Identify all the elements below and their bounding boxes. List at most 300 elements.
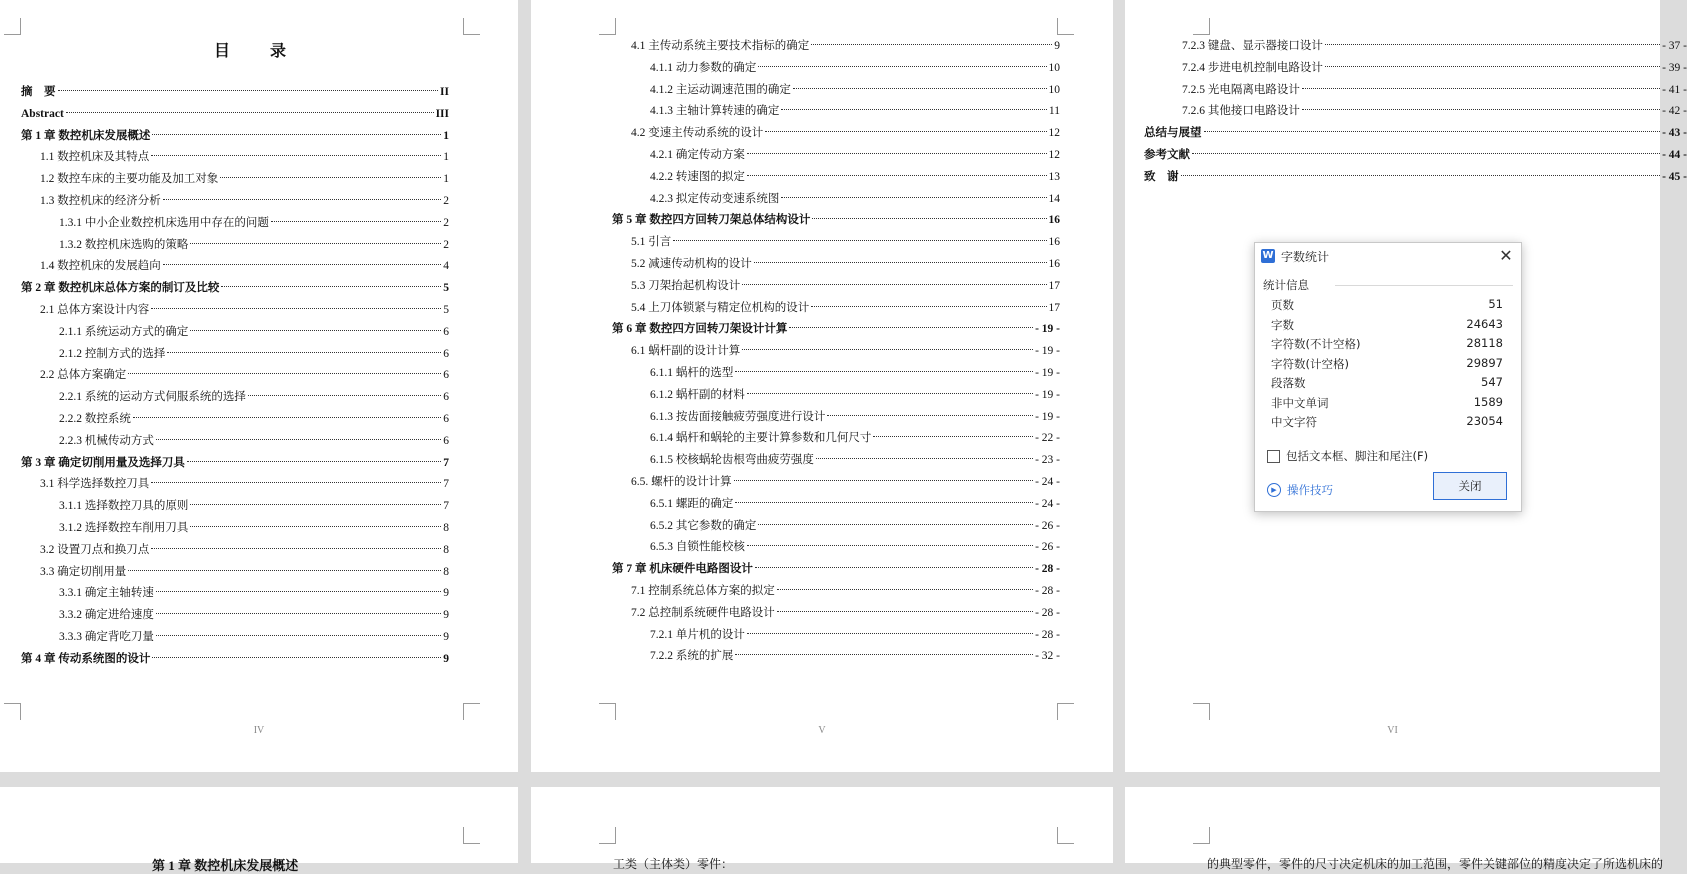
stat-value: 29897 <box>1466 355 1503 370</box>
checkbox-label: 包括文本框、脚注和尾注(F) <box>1286 449 1429 463</box>
toc-entry[interactable] <box>612 320 1060 338</box>
toc-entry-page: - 24 - <box>1035 476 1060 488</box>
toc-leader-dots <box>789 327 1033 328</box>
toc-entry[interactable] <box>1182 59 1687 77</box>
dialog-title: 字数统计 <box>1281 250 1330 264</box>
toc-entry-label: 6.1.1 蜗杆的选型 <box>650 367 734 379</box>
toc-leader-dots <box>747 393 1033 394</box>
crop-mark <box>463 703 480 720</box>
toc-entry[interactable] <box>1182 37 1687 55</box>
toc-entry[interactable] <box>40 301 449 319</box>
toc-entry-label: 2.1.2 控制方式的选择 <box>59 347 166 360</box>
toc-leader-dots <box>128 570 441 571</box>
toc-entry[interactable] <box>650 626 1060 644</box>
toc-entry-label: 7.2.6 其他接口电路设计 <box>1182 105 1300 118</box>
toc-leader-dots <box>755 567 1033 568</box>
toc-entry[interactable] <box>631 473 1060 491</box>
toc-entry-label: 6.5.3 自锁性能校核 <box>650 541 745 554</box>
stat-label: 页数 <box>1271 298 1294 312</box>
toc-entry-page: - 22 - <box>1035 432 1060 445</box>
toc-entry-label: 6.1.2 蜗杆副的材料 <box>650 388 745 401</box>
toc-entry-page: III <box>435 107 449 120</box>
crop-mark <box>4 703 21 720</box>
toc-entry-page: 10 <box>1048 83 1060 96</box>
toc-entry-page: 11 <box>1048 105 1060 118</box>
stat-row <box>1271 297 1503 317</box>
toc-entry-page: 9 <box>443 631 449 643</box>
toc-entry-page: 6 <box>443 391 449 404</box>
toc-entry-label: 5.2 减速传动机构的设计 <box>631 258 752 270</box>
toc-title: 目 录 <box>213 43 304 60</box>
toc-entry-label: 第 6 章 数控四方回转刀架设计计算 <box>612 323 788 336</box>
toc-entry-page: 5 <box>443 282 449 295</box>
stat-value: 28118 <box>1466 336 1503 350</box>
crop-mark <box>599 18 616 35</box>
toc-leader-dots <box>742 349 1033 350</box>
toc-entry-page: - 37 - <box>1662 40 1687 52</box>
toc-entry-label: 6.1.5 校核蜗轮齿根弯曲疲劳强度 <box>650 454 814 467</box>
toc-leader-dots <box>777 589 1033 590</box>
toc-entry-label: 4.1 主传动系统主要技术指标的确定 <box>631 40 810 52</box>
toc-entry[interactable] <box>21 279 449 297</box>
toc-entry-page: 8 <box>443 543 449 556</box>
stat-label: 段落数 <box>1271 376 1306 390</box>
stat-row <box>1271 356 1503 376</box>
toc-leader-dots <box>758 524 1033 525</box>
toc-leader-dots <box>156 591 441 592</box>
toc-leader-dots <box>190 243 441 244</box>
toc-entry-page: - 44 - <box>1662 149 1687 161</box>
toc-entry-label: 致 谢 <box>1144 170 1179 183</box>
toc-entry[interactable] <box>40 148 449 166</box>
group-divider <box>1335 285 1513 286</box>
toc-entry-page: 6 <box>443 413 449 425</box>
checkbox-box[interactable] <box>1267 450 1280 463</box>
toc-entry-label: 3.2 设置刀点和换刀点 <box>40 543 150 556</box>
toc-entry-page: 17 <box>1048 279 1060 292</box>
stat-label: 字符数(不计空格) <box>1271 337 1361 351</box>
toc-entry-label: 6.5. 螺杆的设计计算 <box>631 476 732 488</box>
toc-entry[interactable] <box>612 211 1060 229</box>
toc-entry-page: 8 <box>443 565 449 578</box>
toc-entry-page: - 39 - <box>1662 61 1687 74</box>
toc-entry-page: 9 <box>443 587 449 600</box>
document-page-iv <box>0 0 518 772</box>
toc-entry[interactable] <box>612 560 1060 578</box>
toc-entry[interactable] <box>650 102 1060 120</box>
toc-entry-label: 4.1.2 主运动调速范围的确定 <box>650 83 791 96</box>
toc-entry[interactable] <box>650 364 1060 382</box>
toc-entry[interactable] <box>631 342 1060 360</box>
toc-entry[interactable] <box>59 606 449 624</box>
toc-entry-label: 2.2.1 系统的运动方式伺服系统的选择 <box>59 391 246 404</box>
toc-entry-label: 参考文献 <box>1144 149 1190 161</box>
toc-leader-dots <box>1302 88 1660 89</box>
play-circle-icon: ▶ <box>1267 483 1281 497</box>
toc-entry-label: 2.2.2 数控系统 <box>59 413 131 425</box>
toc-entry-label: 1.2 数控车床的主要功能及加工对象 <box>40 173 219 186</box>
crop-mark <box>1193 18 1210 35</box>
toc-entry[interactable] <box>631 255 1060 273</box>
toc-entry-page: 7 <box>443 478 449 491</box>
toc-leader-dots <box>1204 131 1661 132</box>
toc-entry-label: 7.1 控制系统总体方案的拟定 <box>631 585 775 597</box>
toc-entry-page: - 19 - <box>1035 345 1060 358</box>
page-number: VI <box>1387 725 1398 736</box>
crop-mark <box>1193 827 1210 844</box>
page-text: 的典型零件，零件的尺寸决定机床的加工范围，零件关键部位的精度决定了所选机床的 <box>1207 857 1664 871</box>
toc-entry-label: 4.1.3 主轴计算转速的确定 <box>650 105 780 118</box>
toc-entry-label: 3.3 确定切削用量 <box>40 565 127 578</box>
toc-entry-label: 7.2 总控制系统硬件电路设计 <box>631 606 775 619</box>
stat-value: 51 <box>1488 297 1503 311</box>
stat-row <box>1271 375 1503 395</box>
crop-mark <box>1057 827 1074 844</box>
toc-leader-dots <box>793 88 1047 89</box>
toc-leader-dots <box>742 284 1046 285</box>
toc-entry[interactable] <box>631 604 1060 622</box>
toc-entry-page: 10 <box>1048 61 1060 74</box>
toc-entry-label: 4.2.2 转速图的拟定 <box>650 170 745 183</box>
stats-group-label: 统计信息 <box>1263 278 1309 292</box>
toc-leader-dots <box>812 218 1046 219</box>
page-text: 工类（主体类）零件： <box>613 857 734 871</box>
document-page-v <box>531 0 1113 772</box>
toc-entry-label: 摘 要 <box>21 86 56 98</box>
toc-entry[interactable] <box>40 475 449 493</box>
close-button[interactable]: 关闭 <box>1433 472 1507 500</box>
toc-leader-dots <box>811 44 1052 45</box>
toc-leader-dots <box>128 373 441 374</box>
toc-entry[interactable] <box>650 146 1060 164</box>
toc-leader-dots <box>163 264 442 265</box>
toc-leader-dots <box>151 308 441 309</box>
toc-entry-label: 4.2 变速主传动系统的设计 <box>631 127 764 140</box>
toc-entry-label: 3.3.1 确定主轴转速 <box>59 587 154 600</box>
toc-entry-page: 7 <box>443 456 449 469</box>
toc-entry[interactable] <box>59 345 449 363</box>
toc-entry-page: - 19 - <box>1035 410 1060 423</box>
toc-entry-page: 9 <box>443 652 449 665</box>
toc-entry[interactable] <box>650 408 1060 426</box>
toc-entry-page: 16 <box>1048 258 1060 270</box>
toc-leader-dots <box>747 633 1033 634</box>
toc-entry-label: 第 4 章 传动系统图的设计 <box>21 652 151 665</box>
toc-entry[interactable] <box>59 410 449 428</box>
toc-entry-page: 9 <box>1054 40 1060 52</box>
toc-entry[interactable] <box>631 124 1060 142</box>
toc-entry-page: - 32 - <box>1035 650 1060 663</box>
toc-leader-dots <box>754 262 1047 263</box>
toc-entry-label: 3.1 科学选择数控刀具 <box>40 478 150 491</box>
toc-leader-dots <box>765 131 1046 132</box>
toc-leader-dots <box>827 415 1033 416</box>
toc-entry-label: Abstract <box>21 107 64 120</box>
toc-leader-dots <box>163 199 442 200</box>
toc-entry-page: - 28 - <box>1035 628 1060 641</box>
toc-entry-label: 4.1.1 动力参数的确定 <box>650 61 757 74</box>
toc-entry-page: - 42 - <box>1662 105 1687 118</box>
toc-leader-dots <box>811 306 1046 307</box>
toc-leader-dots <box>735 502 1033 503</box>
toc-leader-dots <box>66 112 434 113</box>
toc-leader-dots <box>673 240 1046 241</box>
toc-entry-page: 6 <box>443 369 449 382</box>
crop-mark <box>1057 18 1074 35</box>
toc-leader-dots <box>1325 66 1660 67</box>
toc-leader-dots <box>133 417 441 418</box>
include-textbox-checkbox[interactable] <box>1267 448 1428 464</box>
page-number: IV <box>253 725 265 736</box>
stat-row <box>1271 414 1503 434</box>
toc-entry-page: 6 <box>443 434 449 447</box>
toc-entry[interactable] <box>650 517 1060 535</box>
toc-entry-label: 7.2.3 键盘、显示器接口设计 <box>1182 40 1323 52</box>
toc-entry-label: 第 3 章 确定切削用量及选择刀具 <box>21 456 185 469</box>
toc-entry-page: - 19 - <box>1035 323 1060 336</box>
toc-entry[interactable] <box>59 236 449 254</box>
stat-value: 547 <box>1481 375 1503 389</box>
toc-entry-page: 6 <box>443 325 449 338</box>
toc-entry-label: 第 7 章 机床硬件电路图设计 <box>612 563 753 576</box>
toc-leader-dots <box>58 90 439 91</box>
toc-leader-dots <box>167 352 441 353</box>
toc-entry[interactable] <box>40 366 449 384</box>
toc-entry[interactable] <box>1144 124 1687 142</box>
toc-leader-dots <box>151 482 441 483</box>
toc-entry[interactable] <box>21 105 449 123</box>
toc-entry-label: 第 2 章 数控机床总体方案的制订及比较 <box>21 282 220 295</box>
toc-entry[interactable] <box>650 168 1060 186</box>
crop-mark <box>599 703 616 720</box>
toc-leader-dots <box>873 436 1033 437</box>
toc-entry-label: 3.3.2 确定进给速度 <box>59 609 154 622</box>
toc-entry-label: 7.2.1 单片机的设计 <box>650 628 745 641</box>
toc-entry-page: 1 <box>443 173 449 186</box>
toc-entry-label: 1.3.2 数控机床选购的策略 <box>59 238 189 251</box>
stat-label: 字数 <box>1271 317 1294 332</box>
toc-entry-page: 12 <box>1048 149 1060 161</box>
toc-leader-dots <box>735 654 1033 655</box>
toc-entry-page: 7 <box>443 500 449 513</box>
toc-entry-label: 2.1.1 系统运动方式的确定 <box>59 325 189 338</box>
toc-entry[interactable] <box>21 454 449 472</box>
toc-entry[interactable] <box>631 299 1060 317</box>
toc-entry-page: 17 <box>1048 301 1060 314</box>
toc-entry-label: 第 5 章 数控四方回转刀架总体结构设计 <box>612 214 811 227</box>
toc-entry-page: - 19 - <box>1035 367 1060 379</box>
toc-entry[interactable] <box>650 386 1060 404</box>
stat-label: 字符数(计空格) <box>1271 356 1349 371</box>
toc-leader-dots <box>747 175 1047 176</box>
toc-entry[interactable] <box>59 432 449 450</box>
toc-leader-dots <box>248 395 441 396</box>
crop-mark <box>599 827 616 844</box>
toc-leader-dots <box>271 221 441 222</box>
stat-value: 1589 <box>1473 394 1503 409</box>
toc-entry-label: 4.2.1 确定传动方案 <box>650 149 745 161</box>
toc-entry-page: 2 <box>443 195 449 207</box>
toc-entry[interactable] <box>1182 102 1687 120</box>
toc-entry[interactable] <box>650 81 1060 99</box>
toc-entry-page: 1 <box>443 129 449 142</box>
toc-leader-dots <box>747 153 1047 154</box>
toc-entry-page: 5 <box>443 304 449 316</box>
dialog-titlebar[interactable] <box>1255 243 1521 269</box>
toc-entry-page: II <box>440 86 449 98</box>
toc-entry-label: 5.4 上刀体锁紧与精定位机构的设计 <box>631 301 810 314</box>
tips-label: 操作技巧 <box>1287 483 1333 497</box>
toc-leader-dots <box>152 657 441 658</box>
toc-entry[interactable] <box>59 323 449 341</box>
toc-entry-page: - 26 - <box>1035 519 1060 532</box>
toc-entry-label: 5.1 引言 <box>631 236 672 249</box>
toc-entry[interactable] <box>40 257 449 275</box>
toc-entry-page: - 28 - <box>1035 606 1060 619</box>
toc-entry[interactable] <box>650 451 1060 469</box>
toc-leader-dots <box>190 330 441 331</box>
toc-entry-label: 2.2.3 机械传动方式 <box>59 434 154 447</box>
toc-entry-label: 3.1.2 选择数控车削用刀具 <box>59 522 189 534</box>
toc-entry-page: - 41 - <box>1662 83 1687 96</box>
toc-entry[interactable] <box>631 582 1060 600</box>
toc-entry[interactable] <box>40 170 449 188</box>
document-page-next-3 <box>1125 787 1664 871</box>
stat-value: 23054 <box>1466 414 1503 428</box>
toc-leader-dots <box>1325 44 1660 45</box>
toc-entry-page: 4 <box>443 260 449 273</box>
toc-entry[interactable] <box>650 190 1060 208</box>
toc-leader-dots <box>156 635 441 636</box>
toc-entry-page: 14 <box>1048 192 1060 205</box>
toc-entry[interactable] <box>1144 168 1687 186</box>
toc-entry[interactable] <box>40 541 449 559</box>
stat-value: 24643 <box>1466 316 1503 331</box>
toc-entry[interactable] <box>40 192 449 210</box>
toc-leader-dots <box>220 177 441 178</box>
toc-entry[interactable] <box>21 83 449 101</box>
close-icon[interactable]: ✕ <box>1499 246 1513 265</box>
toc-entry-page: 16 <box>1048 236 1060 249</box>
tips-link[interactable] <box>1267 482 1333 498</box>
toc-entry-page: - 19 - <box>1035 388 1060 401</box>
toc-entry[interactable] <box>59 628 449 646</box>
toc-entry[interactable] <box>59 497 449 515</box>
toc-entry[interactable] <box>21 127 449 145</box>
toc-leader-dots <box>781 197 1046 198</box>
toc-entry-label: 4.2.3 拟定传动变速系统图 <box>650 192 780 205</box>
toc-entry-page: 6 <box>443 347 449 360</box>
toc-entry-label: 总结与展望 <box>1144 127 1202 140</box>
toc-entry[interactable] <box>59 388 449 406</box>
toc-leader-dots <box>221 286 441 287</box>
toc-entry-label: 6.5.2 其它参数的确定 <box>650 519 757 532</box>
toc-leader-dots <box>151 155 441 156</box>
toc-entry-page: - 28 - <box>1035 585 1060 597</box>
toc-entry-label: 1.1 数控机床及其特点 <box>40 151 150 164</box>
stat-row <box>1271 336 1503 356</box>
stat-label: 中文字符 <box>1271 415 1317 429</box>
toc-entry-page: 1 <box>443 151 449 164</box>
document-page-next-1 <box>0 787 518 873</box>
toc-entry[interactable] <box>631 233 1060 251</box>
toc-leader-dots <box>781 109 1047 110</box>
toc-leader-dots <box>777 611 1033 612</box>
toc-entry-page: - 28 - <box>1035 563 1060 576</box>
toc-leader-dots <box>187 461 441 462</box>
toc-entry[interactable] <box>59 584 449 602</box>
toc-entry-page: - 45 - <box>1662 170 1687 183</box>
crop-mark <box>463 827 480 844</box>
toc-leader-dots <box>735 371 1033 372</box>
toc-entry-label: 5.3 刀架抬起机构设计 <box>631 279 741 292</box>
crop-mark <box>1057 703 1074 720</box>
document-page-next-2 <box>531 787 1113 871</box>
toc-entry[interactable] <box>650 538 1060 556</box>
page-number: V <box>818 725 826 736</box>
toc-entry-page: 2 <box>443 216 449 229</box>
stat-label: 非中文单词 <box>1271 395 1329 410</box>
toc-leader-dots <box>1302 109 1660 110</box>
toc-entry-page: - 24 - <box>1035 497 1060 510</box>
crop-mark <box>1193 703 1210 720</box>
toc-leader-dots <box>156 613 441 614</box>
toc-entry-label: 6.5.1 螺距的确定 <box>650 497 734 510</box>
crop-mark <box>463 18 480 35</box>
toc-entry-label: 6.1.4 蜗杆和蜗轮的主要计算参数和几何尺寸 <box>650 432 872 445</box>
toc-leader-dots <box>758 66 1046 67</box>
toc-entry-label: 1.4 数控机床的发展趋向 <box>40 260 161 273</box>
toc-entry[interactable] <box>40 563 449 581</box>
page-text: 第 1 章 数控机床发展概述 <box>152 858 299 873</box>
crop-mark <box>4 18 21 35</box>
toc-entry-label: 7.2.5 光电隔离电路设计 <box>1182 83 1300 96</box>
toc-leader-dots <box>152 134 441 135</box>
toc-leader-dots <box>151 548 441 549</box>
toc-entry-page: 16 <box>1048 214 1060 227</box>
toc-entry-label: 第 1 章 数控机床发展概述 <box>21 129 151 142</box>
toc-entry-label: 2.1 总体方案设计内容 <box>40 304 150 316</box>
toc-leader-dots <box>156 439 441 440</box>
toc-entry-label: 2.2 总体方案确定 <box>40 369 127 382</box>
toc-entry[interactable] <box>650 495 1060 513</box>
word-count-dialog <box>1254 242 1522 512</box>
toc-entry-page: - 43 - <box>1662 127 1687 140</box>
toc-entry-page: 8 <box>443 522 449 534</box>
toc-entry[interactable] <box>650 429 1060 447</box>
toc-leader-dots <box>1192 153 1660 154</box>
toc-entry-label: 3.1.1 选择数控刀具的原则 <box>59 500 189 513</box>
toc-entry[interactable] <box>59 519 449 537</box>
toc-entry-label: 1.3.1 中小企业数控机床选用中存在的问题 <box>59 216 269 229</box>
stat-row <box>1271 395 1503 415</box>
toc-leader-dots <box>190 504 441 505</box>
toc-entry[interactable] <box>21 650 449 668</box>
toc-entry[interactable] <box>1144 146 1687 164</box>
toc-entry[interactable] <box>631 37 1060 55</box>
toc-entry[interactable] <box>59 214 449 232</box>
toc-entry[interactable] <box>1182 81 1687 99</box>
toc-entry[interactable] <box>650 59 1060 77</box>
toc-entry[interactable] <box>650 647 1060 665</box>
toc-entry-page: 13 <box>1048 170 1060 183</box>
toc-entry-page: 12 <box>1048 127 1060 140</box>
toc-entry[interactable] <box>631 277 1060 295</box>
toc-entry-label: 7.2.2 系统的扩展 <box>650 650 734 663</box>
toc-leader-dots <box>190 526 441 527</box>
toc-entry-page: - 23 - <box>1035 454 1060 467</box>
stat-row <box>1271 317 1503 337</box>
